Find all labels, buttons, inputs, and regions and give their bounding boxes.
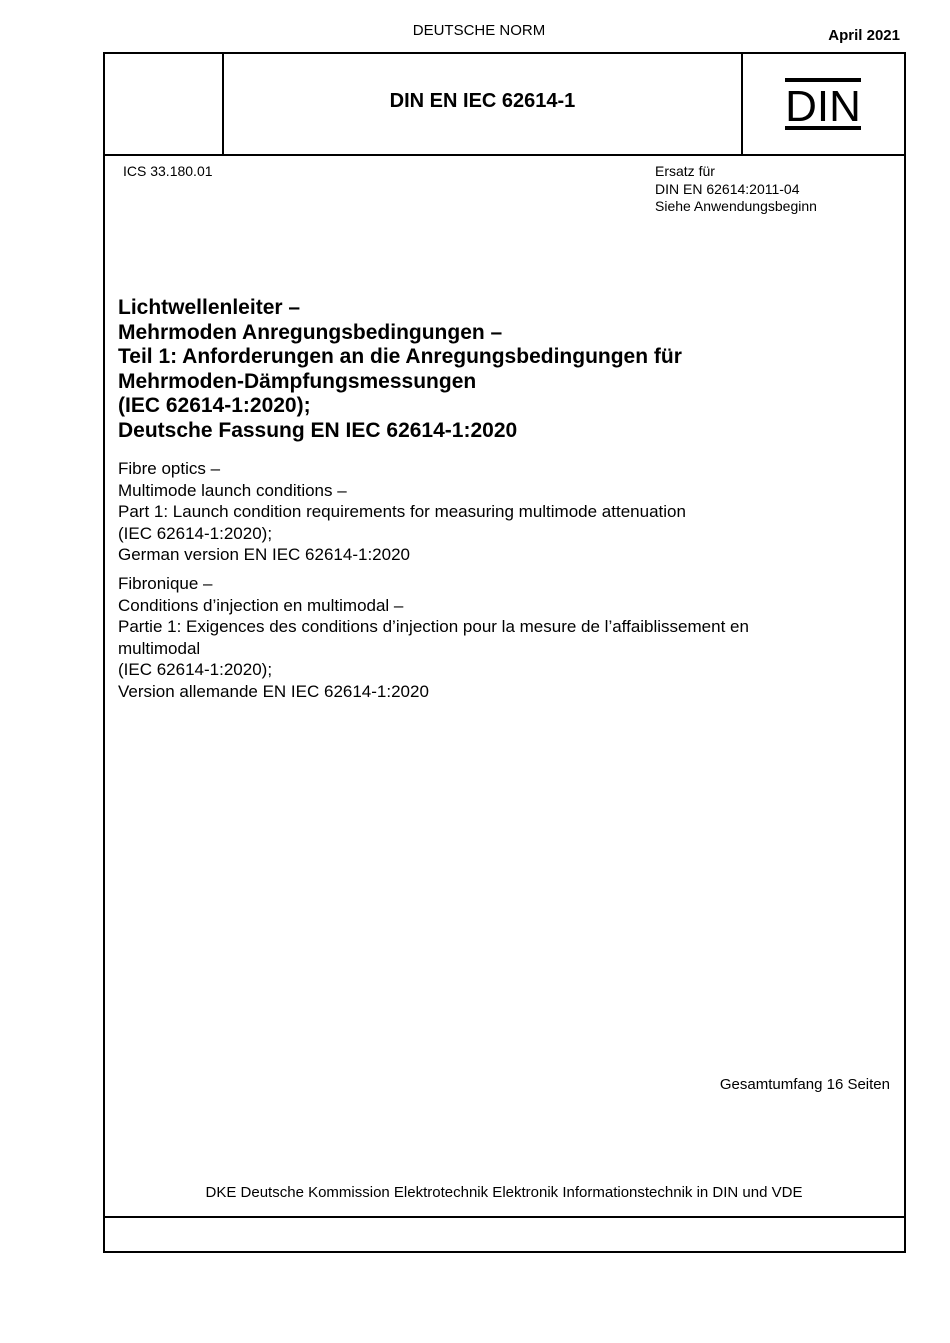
title-line: Mehrmoden-Dämpfungsmessungen — [118, 369, 477, 393]
din-logo-text: DIN — [785, 82, 861, 130]
replaces-line: Ersatz für — [655, 163, 715, 179]
title-line: Fibronique – — [118, 574, 213, 593]
title-line: Lichtwellenleiter – — [118, 296, 301, 319]
title-line: (IEC 62614-1:2020); — [118, 394, 311, 417]
title-line: Conditions d’injection en multimodal – — [118, 595, 404, 615]
title-line: Part 1: Launch condition requirements for measuring multimode attenuation — [118, 502, 686, 521]
footer-divider — [105, 1216, 904, 1218]
german-title — [118, 296, 682, 443]
publication-date: April 2021 — [828, 27, 900, 44]
total-pages: Gesamtumfang 16 Seiten — [719, 1076, 890, 1093]
publisher-line: DKE Deutsche Kommission Elektrotechnik Elektronik Informationstechnik in DIN und VDE — [205, 1184, 803, 1201]
replaces-block — [655, 163, 817, 216]
standard-number: DIN EN IEC 62614-1 — [389, 90, 576, 112]
english-title — [118, 458, 686, 566]
din-logo — [785, 78, 861, 130]
replaces-line: DIN EN 62614:2011-04 — [655, 180, 800, 197]
header-divider-right — [741, 54, 743, 154]
french-title — [118, 573, 749, 702]
ics-code: ICS 33.180.01 — [123, 163, 213, 179]
title-line: Deutsche Fassung EN IEC 62614-1:2020 — [118, 418, 518, 442]
title-line: multimodal — [118, 638, 201, 658]
document-type-label: DEUTSCHE NORM — [412, 22, 546, 39]
title-line: Multimode launch conditions – — [118, 480, 347, 500]
title-line: (IEC 62614-1:2020); — [118, 523, 273, 543]
title-line: German version EN IEC 62614-1:2020 — [118, 545, 410, 564]
title-line: Mehrmoden Anregungsbedingungen – — [118, 320, 503, 344]
title-line: Partie 1: Exigences des conditions d’injection pour la mesure de l’affaiblissement en — [118, 617, 749, 636]
title-line: Version allemande EN IEC 62614-1:2020 — [118, 681, 429, 701]
title-line: Teil 1: Anforderungen an die Anregungsbedingungen für — [118, 345, 682, 368]
title-line: Fibre optics – — [118, 459, 221, 478]
replaces-line: Siehe Anwendungsbeginn — [655, 198, 817, 214]
title-line: (IEC 62614-1:2020); — [118, 660, 273, 679]
